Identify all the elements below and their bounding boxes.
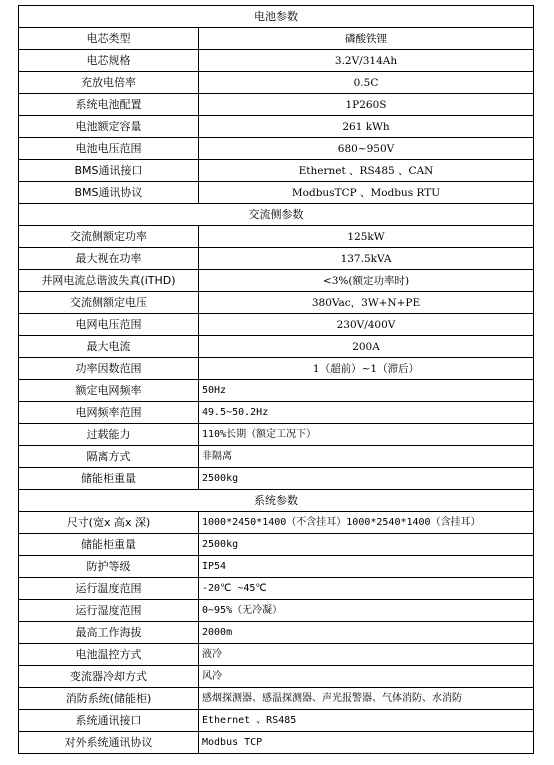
table-row bbox=[19, 446, 534, 468]
table-row bbox=[19, 50, 534, 72]
table-row bbox=[19, 402, 534, 424]
row-label: 交流侧额定电压 bbox=[19, 292, 199, 314]
row-value: 49.5~50.2Hz bbox=[199, 402, 534, 424]
table-row bbox=[19, 28, 534, 50]
section-title: 电池参数 bbox=[19, 6, 534, 28]
row-label: 系统电池配置 bbox=[19, 94, 199, 116]
row-value: IP54 bbox=[199, 556, 534, 578]
row-value: 380Vac，3W+N+PE bbox=[199, 292, 534, 314]
row-value: 风冷 bbox=[199, 666, 534, 688]
row-value: 230V/400V bbox=[199, 314, 534, 336]
table-row bbox=[19, 622, 534, 644]
row-label: 充放电倍率 bbox=[19, 72, 199, 94]
table-row bbox=[19, 72, 534, 94]
table-row bbox=[19, 314, 534, 336]
row-label: 并网电流总谐波失真(iTHD) bbox=[19, 270, 199, 292]
row-label: 电池额定容量 bbox=[19, 116, 199, 138]
table-row bbox=[19, 710, 534, 732]
table-row bbox=[19, 732, 534, 754]
row-label: 储能柜重量 bbox=[19, 534, 199, 556]
row-label: 变流器冷却方式 bbox=[19, 666, 199, 688]
row-label: 隔离方式 bbox=[19, 446, 199, 468]
table-row bbox=[19, 248, 534, 270]
table-row bbox=[19, 226, 534, 248]
row-label: BMS通讯协议 bbox=[19, 182, 199, 204]
section-header-row bbox=[19, 6, 534, 28]
table-row bbox=[19, 424, 534, 446]
table-row bbox=[19, 358, 534, 380]
table-row bbox=[19, 292, 534, 314]
table-row bbox=[19, 534, 534, 556]
row-value: 200A bbox=[199, 336, 534, 358]
row-value: ModbusTCP 、Modbus RTU bbox=[199, 182, 534, 204]
row-value: 2000m bbox=[199, 622, 534, 644]
row-label: 电池温控方式 bbox=[19, 644, 199, 666]
row-label: 过载能力 bbox=[19, 424, 199, 446]
table-row bbox=[19, 578, 534, 600]
spec-table-body bbox=[19, 6, 534, 754]
section-header-row bbox=[19, 204, 534, 226]
row-label: 运行湿度范围 bbox=[19, 600, 199, 622]
row-value: 2500kg bbox=[199, 534, 534, 556]
table-row bbox=[19, 688, 534, 710]
row-value: 非隔离 bbox=[199, 446, 534, 468]
row-label: 防护等级 bbox=[19, 556, 199, 578]
row-label: 电芯类型 bbox=[19, 28, 199, 50]
section-header-row bbox=[19, 490, 534, 512]
table-row bbox=[19, 600, 534, 622]
row-value: 680~950V bbox=[199, 138, 534, 160]
row-value: -20℃ ~45℃ bbox=[199, 578, 534, 600]
row-label: 储能柜重量 bbox=[19, 468, 199, 490]
row-label: 电网频率范围 bbox=[19, 402, 199, 424]
row-value: 0.5C bbox=[199, 72, 534, 94]
row-value: 感烟探测器、感温探测器、声光报警器、气体消防、水消防 bbox=[199, 688, 534, 710]
spec-table bbox=[18, 5, 534, 754]
row-value: 2500kg bbox=[199, 468, 534, 490]
table-row bbox=[19, 160, 534, 182]
row-value: 0~95%（无冷凝） bbox=[199, 600, 534, 622]
row-label: 交流侧额定功率 bbox=[19, 226, 199, 248]
row-label: 系统通讯接口 bbox=[19, 710, 199, 732]
table-row bbox=[19, 94, 534, 116]
section-title: 交流侧参数 bbox=[19, 204, 534, 226]
row-value: 137.5kVA bbox=[199, 248, 534, 270]
row-label: 消防系统(储能柜) bbox=[19, 688, 199, 710]
row-label: 额定电网频率 bbox=[19, 380, 199, 402]
row-label: 电芯规格 bbox=[19, 50, 199, 72]
row-value: 1（超前）~1（滞后） bbox=[199, 358, 534, 380]
table-row bbox=[19, 270, 534, 292]
row-label: 电池电压范围 bbox=[19, 138, 199, 160]
row-label: BMS通讯接口 bbox=[19, 160, 199, 182]
row-value: 125kW bbox=[199, 226, 534, 248]
row-label: 对外系统通讯协议 bbox=[19, 732, 199, 754]
table-row bbox=[19, 666, 534, 688]
row-value: 液冷 bbox=[199, 644, 534, 666]
row-value: 1P260S bbox=[199, 94, 534, 116]
row-label: 功率因数范围 bbox=[19, 358, 199, 380]
table-row bbox=[19, 512, 534, 534]
row-value: <3%(额定功率时) bbox=[199, 270, 534, 292]
row-label: 尺寸(宽x 高x 深) bbox=[19, 512, 199, 534]
row-value: 1000*2450*1400（不含挂耳）1000*2540*1400（含挂耳） bbox=[199, 512, 534, 534]
table-row bbox=[19, 644, 534, 666]
table-row bbox=[19, 556, 534, 578]
row-value: 磷酸铁锂 bbox=[199, 28, 534, 50]
row-value: Modbus TCP bbox=[199, 732, 534, 754]
row-value: 50Hz bbox=[199, 380, 534, 402]
row-label: 最高工作海拔 bbox=[19, 622, 199, 644]
row-label: 运行温度范围 bbox=[19, 578, 199, 600]
row-value: 110%长期（额定工况下） bbox=[199, 424, 534, 446]
row-label: 电网电压范围 bbox=[19, 314, 199, 336]
row-value: 3.2V/314Ah bbox=[199, 50, 534, 72]
row-value: 261 kWh bbox=[199, 116, 534, 138]
section-title: 系统参数 bbox=[19, 490, 534, 512]
table-row bbox=[19, 380, 534, 402]
row-value: Ethernet 、RS485 、CAN bbox=[199, 160, 534, 182]
table-row bbox=[19, 182, 534, 204]
row-label: 最大视在功率 bbox=[19, 248, 199, 270]
row-label: 最大电流 bbox=[19, 336, 199, 358]
row-value: Ethernet 、RS485 bbox=[199, 710, 534, 732]
table-row bbox=[19, 468, 534, 490]
table-row bbox=[19, 116, 534, 138]
table-row bbox=[19, 138, 534, 160]
table-row bbox=[19, 336, 534, 358]
